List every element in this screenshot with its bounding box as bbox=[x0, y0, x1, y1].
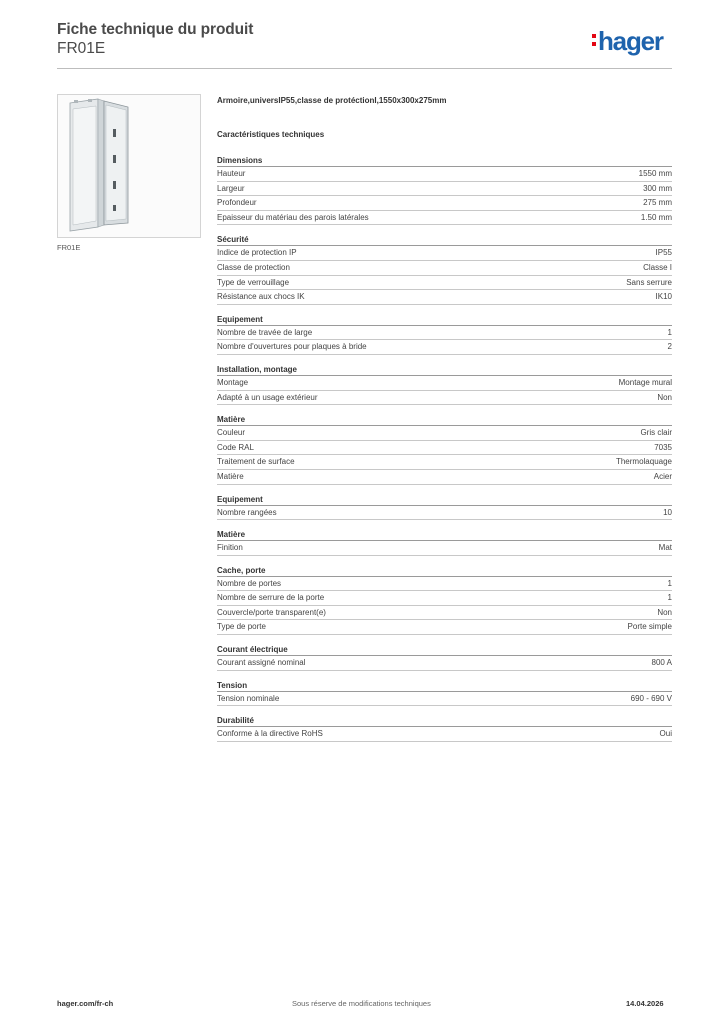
spec-row bbox=[217, 426, 672, 441]
spec-label: Tension nominale bbox=[217, 693, 280, 703]
spec-value: Thermolaquage bbox=[615, 457, 672, 467]
spec-label: Traitement de surface bbox=[217, 457, 295, 467]
spec-value: Gris clair bbox=[640, 428, 672, 438]
spec-label: Profondeur bbox=[217, 198, 257, 208]
section-title: Courant électrique bbox=[217, 644, 672, 656]
spec-section bbox=[217, 680, 672, 707]
spec-label: Nombre de portes bbox=[217, 578, 282, 588]
specifications bbox=[217, 96, 672, 751]
spec-value: 7035 bbox=[654, 442, 672, 452]
cabinet-illustration-icon bbox=[58, 95, 200, 237]
page-title: Fiche technique du produit bbox=[57, 21, 254, 38]
spec-label: Montage bbox=[217, 377, 249, 387]
spec-label: Conforme à la directive RoHS bbox=[217, 729, 323, 739]
spec-value: Mat bbox=[658, 543, 672, 553]
spec-value: 1.50 mm bbox=[640, 212, 672, 222]
spec-row bbox=[217, 577, 672, 592]
spec-row bbox=[217, 276, 672, 291]
spec-value: Non bbox=[657, 607, 672, 617]
spec-value: 1 bbox=[667, 578, 672, 588]
spec-value: IK10 bbox=[655, 292, 672, 302]
section-title: Dimensions bbox=[217, 155, 672, 167]
spec-row bbox=[217, 506, 672, 521]
spec-row bbox=[217, 290, 672, 305]
section-title: Sécurité bbox=[217, 234, 672, 246]
spec-section bbox=[217, 155, 672, 225]
logo-colon-icon bbox=[592, 34, 596, 48]
section-title: Matière bbox=[217, 414, 672, 426]
footer-website-link[interactable]: hager.com/fr-ch bbox=[57, 999, 114, 1008]
spec-row bbox=[217, 196, 672, 211]
tech-heading: Caractéristiques techniques bbox=[217, 130, 325, 139]
spec-row bbox=[217, 620, 672, 635]
spec-label: Résistance aux chocs IK bbox=[217, 292, 305, 302]
spec-label: Nombre rangées bbox=[217, 507, 277, 517]
spec-label: Couvercle/porte transparent(e) bbox=[217, 607, 326, 617]
spec-section bbox=[217, 644, 672, 671]
spec-label: Code RAL bbox=[217, 442, 254, 452]
spec-value: Non bbox=[657, 392, 672, 402]
spec-section bbox=[217, 715, 672, 742]
spec-value: 300 mm bbox=[643, 183, 672, 193]
spec-label: Matière bbox=[217, 471, 244, 481]
spec-label: Largeur bbox=[217, 183, 245, 193]
spec-row bbox=[217, 727, 672, 742]
spec-row bbox=[217, 455, 672, 470]
section-title: Tension bbox=[217, 680, 672, 692]
spec-value: Sans serrure bbox=[626, 277, 672, 287]
spec-value: 2 bbox=[667, 342, 672, 352]
spec-section bbox=[217, 364, 672, 405]
spec-value: 690 - 690 V bbox=[630, 693, 672, 703]
spec-value: Acier bbox=[653, 471, 672, 481]
product-code: FR01E bbox=[57, 40, 106, 57]
spec-label: Type de porte bbox=[217, 622, 266, 632]
spec-row bbox=[217, 692, 672, 707]
spec-row bbox=[217, 606, 672, 621]
spec-section bbox=[217, 565, 672, 635]
spec-value: Montage mural bbox=[618, 377, 672, 387]
product-image bbox=[57, 94, 201, 238]
logo-text: hager bbox=[598, 26, 663, 56]
spec-label: Hauteur bbox=[217, 169, 246, 178]
section-title: Installation, montage bbox=[217, 364, 672, 376]
spec-value: 800 A bbox=[651, 658, 672, 668]
footer-date: 14.04.2026 bbox=[626, 999, 664, 1008]
spec-sections bbox=[217, 155, 672, 742]
spec-row bbox=[217, 376, 672, 391]
spec-row bbox=[217, 541, 672, 556]
section-title: Matière bbox=[217, 529, 672, 541]
spec-row bbox=[217, 211, 672, 226]
spec-label: Courant assigné nominal bbox=[217, 658, 306, 668]
spec-section bbox=[217, 529, 672, 556]
spec-row bbox=[217, 261, 672, 276]
product-description: Armoire,universIP55,classe de protéctionI,1550x300x275mm bbox=[217, 96, 447, 105]
spec-value: Classe I bbox=[643, 262, 672, 272]
spec-row bbox=[217, 326, 672, 341]
spec-value: 1 bbox=[667, 327, 672, 337]
section-title: Cache, porte bbox=[217, 565, 672, 577]
spec-row bbox=[217, 591, 672, 606]
spec-label: Nombre de serrure de la porte bbox=[217, 593, 325, 603]
spec-section bbox=[217, 234, 672, 304]
spec-label: Nombre de travée de large bbox=[217, 327, 313, 337]
spec-value: 275 mm bbox=[643, 198, 672, 208]
spec-row bbox=[217, 391, 672, 406]
spec-value: 1550 mm bbox=[638, 169, 672, 178]
spec-value: 1 bbox=[667, 593, 672, 603]
section-title: Equipement bbox=[217, 494, 672, 506]
spec-label: Finition bbox=[217, 543, 243, 553]
spec-value: Porte simple bbox=[627, 622, 672, 632]
spec-label: Indice de protection IP bbox=[217, 248, 297, 258]
spec-row bbox=[217, 340, 672, 355]
spec-label: Type de verrouillage bbox=[217, 277, 290, 287]
spec-label: Epaisseur du matériau des parois latérales bbox=[217, 212, 369, 222]
spec-label: Classe de protection bbox=[217, 262, 290, 272]
spec-label: Adapté à un usage extérieur bbox=[217, 392, 318, 402]
spec-value: IP55 bbox=[655, 248, 672, 258]
hager-logo[interactable] bbox=[592, 26, 663, 57]
section-title: Equipement bbox=[217, 314, 672, 326]
header-divider bbox=[57, 68, 672, 69]
footer-disclaimer: Sous réserve de modifications techniques bbox=[292, 999, 431, 1008]
spec-section bbox=[217, 494, 672, 521]
spec-label: Nombre d'ouvertures pour plaques à bride bbox=[217, 342, 367, 352]
spec-row bbox=[217, 167, 672, 182]
spec-row bbox=[217, 441, 672, 456]
spec-value: 10 bbox=[663, 507, 672, 517]
spec-row bbox=[217, 656, 672, 671]
spec-section bbox=[217, 414, 672, 484]
spec-value: Oui bbox=[659, 729, 672, 739]
spec-section bbox=[217, 314, 672, 355]
spec-row bbox=[217, 182, 672, 197]
spec-row bbox=[217, 470, 672, 485]
image-caption: FR01E bbox=[57, 243, 81, 252]
section-title: Durabilité bbox=[217, 715, 672, 727]
spec-row bbox=[217, 246, 672, 261]
spec-label: Couleur bbox=[217, 428, 246, 438]
